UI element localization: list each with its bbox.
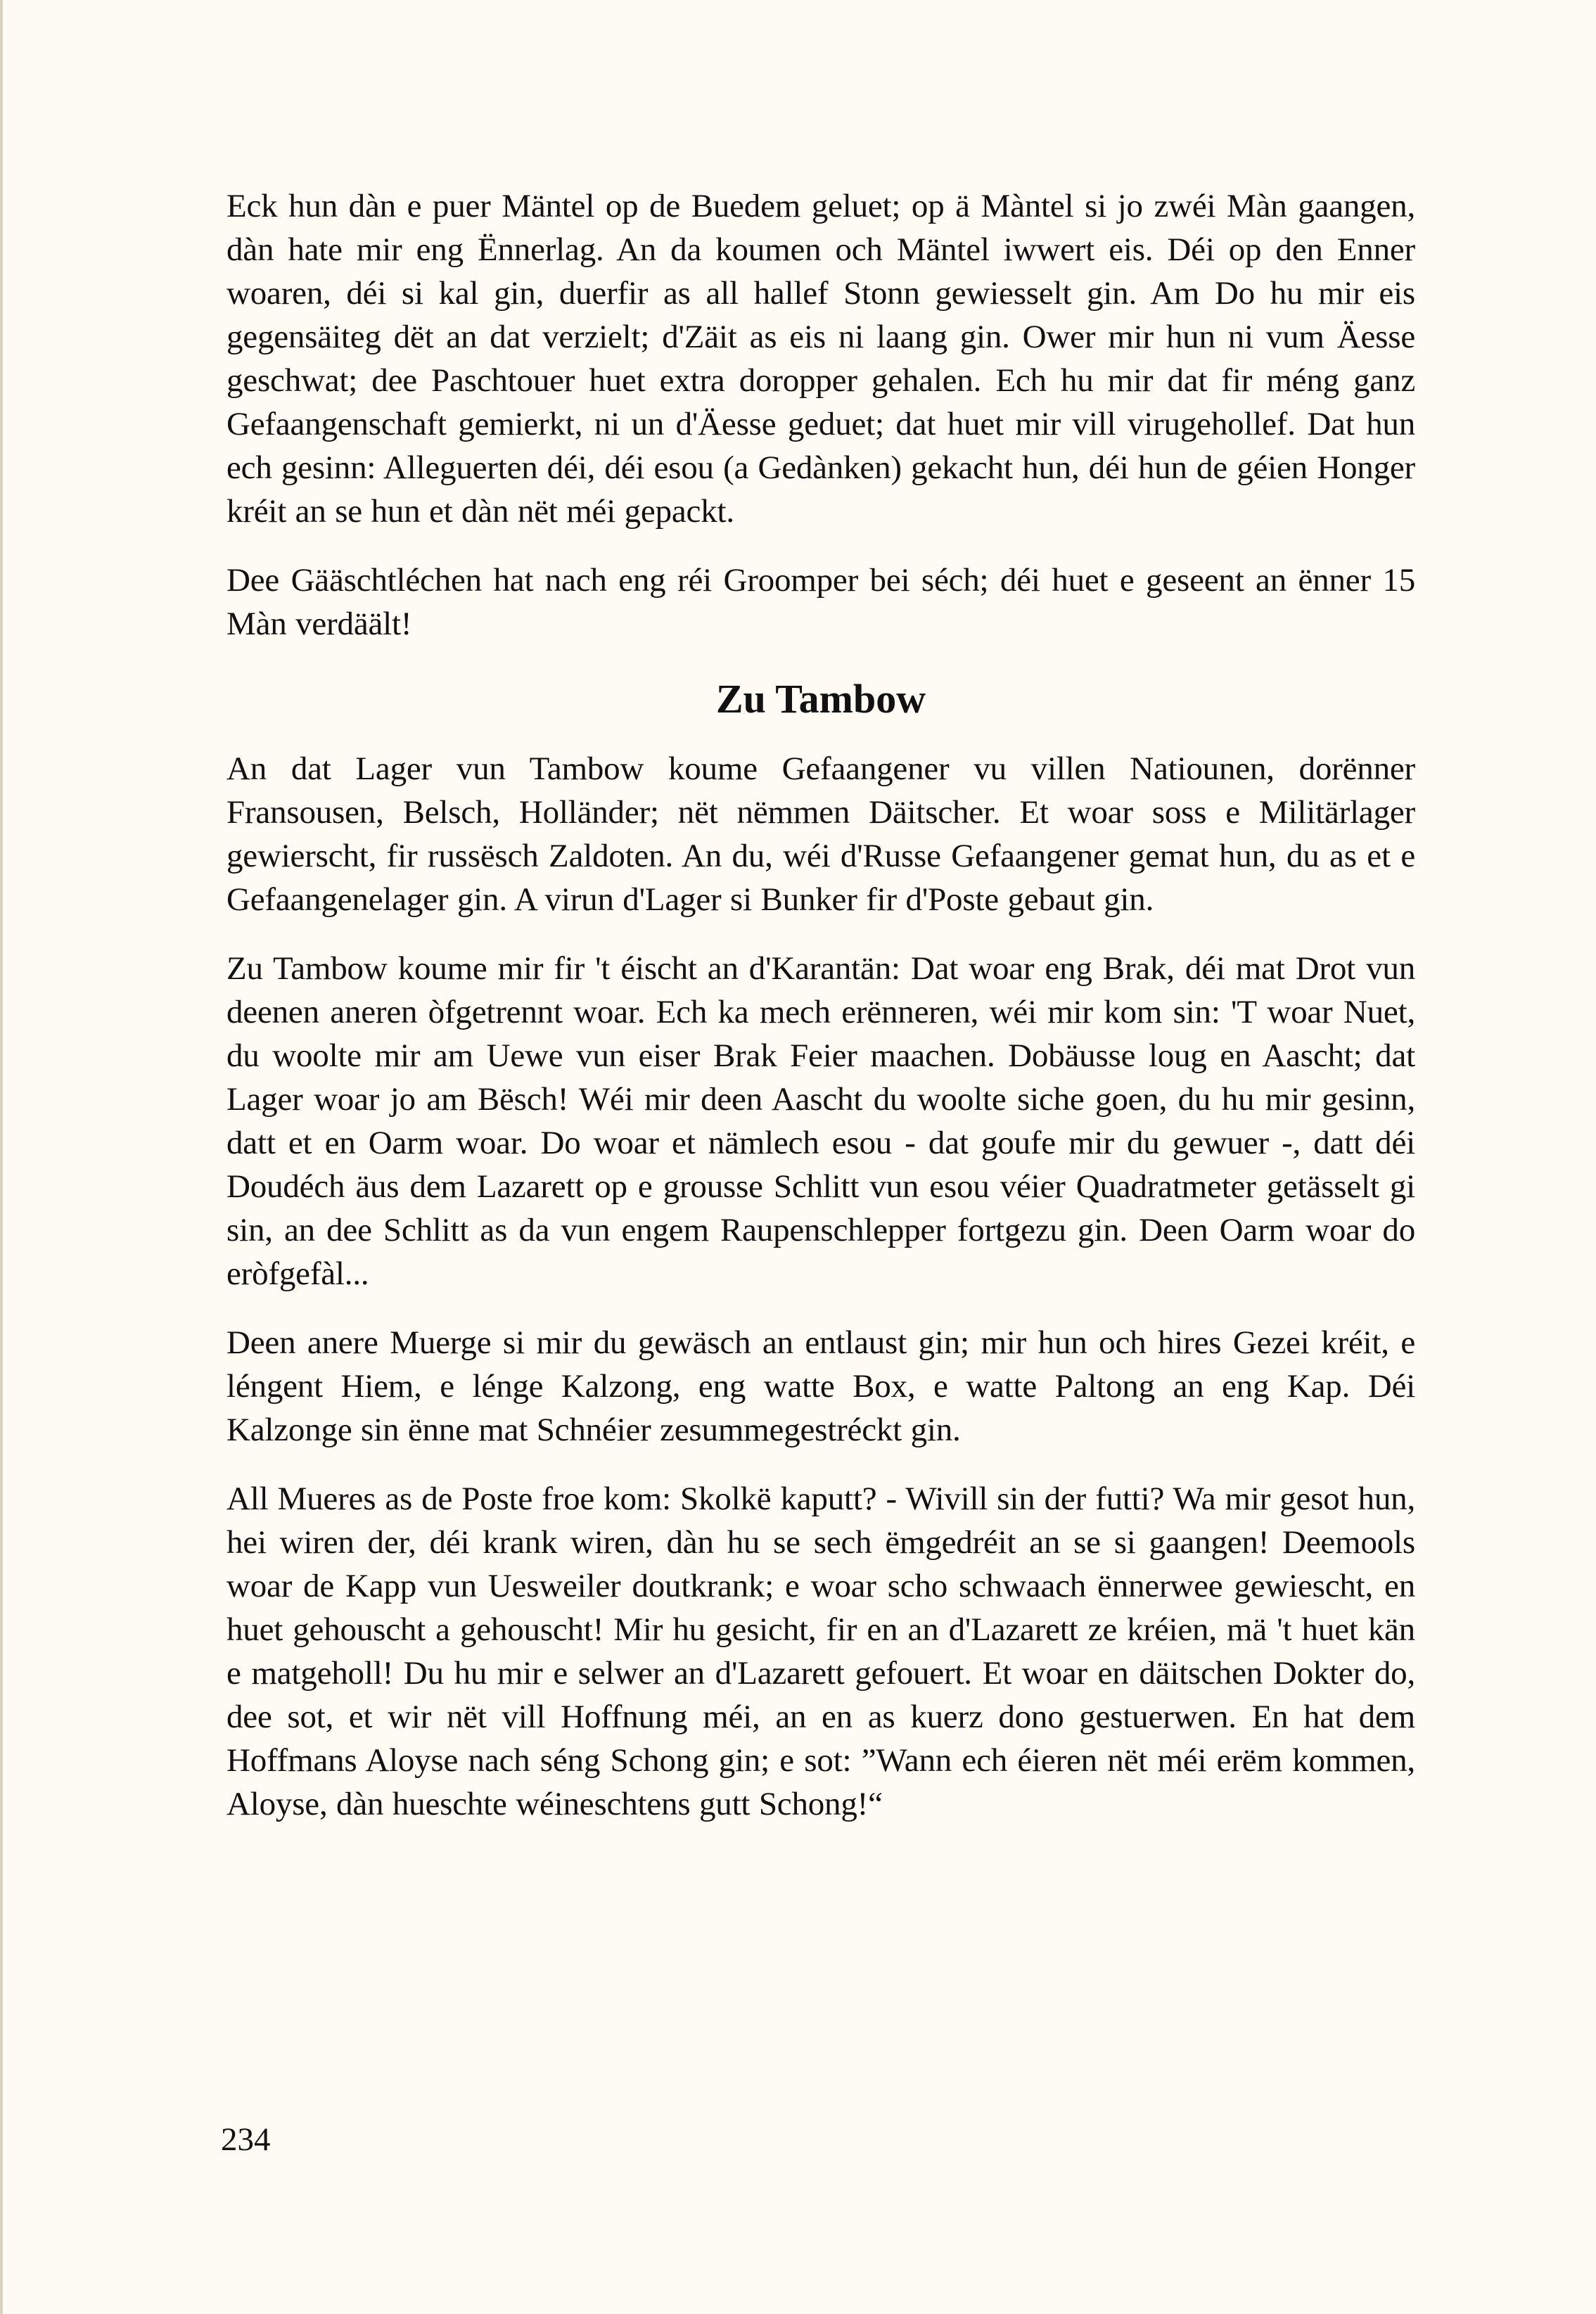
paragraph: An dat Lager vun Tambow koume Gefaangener vu villen Natiounen, dorënner Fransousen, Belsch, Holländer; nët nëmmen Däitscher. Et woar soss e Militärlager gewierscht, fir russësch Zaldoten. An du, wéi d'Russe Gefaangener gemat hun, du as et e Gefaangenelager gin. A virun d'Lager si Bunker fir d'Poste gebaut gin.: [226, 750, 1415, 918]
paragraph: Zu Tambow koume mir fir 't éischt an d'Karantän: Dat woar eng Brak, déi mat Drot vun deenen aneren òfgetrennt woar. Ech ka mech erënneren, wéi mir kom sin: 'T woar Nuet, du woolte mir am Uewe vun eiser Brak Feier maachen. Dobäusse loug en Aascht; dat Lager woar jo am Bësch! Wéi mir deen Aascht du woolte siche goen, du hu mir gesinn, datt et en Oarm woar. Do woar et nämlech esou - dat goufe mir du gewuer -, datt déi Doudéch äus dem Lazarett op e grousse Schlitt vun esou véier Quadratmeter getässelt gi sin, an dee Schlitt as da vun engem Raupenschlepper fortgezu gin. Deen Oarm woar do eròfgefàl...: [226, 950, 1415, 1292]
page-number: 234: [221, 2121, 271, 2158]
page-edge: [0, 0, 3, 2314]
text-column: [226, 184, 1415, 1826]
paragraph: All Mueres as de Poste froe kom: Skolkë kaputt? - Wivill sin der futti? Wa mir gesot hun, hei wiren der, déi krank wiren, dàn hu se sech ëmgedréit an se si gaangen! Deemools woar de Kapp vun Uesweiler doutkrank; e woar scho schwaach ënnerwee gewiescht, en huet gehouscht a gehouscht! Mir hu gesicht, fir en an d'Lazarett ze kréien, mä 't huet kän e matgeholl! Du hu mir e selwer an d'Lazarett gefouert. Et woar en däitschen Dokter do, dee sot, et wir nët vill Hoffnung méi, an en as kuerz dono gestuerwen. En hat dem Hoffmans Aloyse nach séng Schong gin; e sot: ”Wann ech éieren nët méi erëm kommen, Aloyse, dàn hueschte wéineschtens gutt Schong!“: [226, 1481, 1415, 1822]
paragraph: Dee Gääschtléchen hat nach eng réi Groomper bei séch; déi huet e geseent an ënner 15 Màn verdäält!: [226, 562, 1415, 642]
section-heading: Zu Tambow: [715, 676, 926, 722]
paragraph: Eck hun dàn e puer Mäntel op de Buedem geluet; op ä Màntel si jo zwéi Màn gaangen, dàn hate mir eng Ënnerlag. An da koumen och Mäntel iwwert eis. Déi op den Enner woaren, déi si kal gin, duerfir as all hallef Stonn gewiesselt gin. Am Do hu mir eis gegensäiteg dët an dat verzielt; d'Zäit as eis ni laang gin. Ower mir hun ni vum Äesse geschwat; dee Paschtouer huet extra doropper gehalen. Ech hu mir dat fir méng ganz Gefaangenschaft gemierkt, ni un d'Äesse geduet; dat huet mir vill virugehollef. Dat hun ech gesinn: Alleguerten déi, déi esou (a Gedànken) gekacht hun, déi hun de géien Honger kréit an se hun et dàn nët méi gepackt.: [226, 188, 1415, 530]
paragraph: Deen anere Muerge si mir du gewäsch an entlaust gin; mir hun och hires Gezei kréit, e léngent Hiem, e lénge Kalzong, eng watte Box, e watte Paltong an eng Kap. Déi Kalzonge sin ënne mat Schnéier zesummegestréckt gin.: [226, 1324, 1415, 1448]
